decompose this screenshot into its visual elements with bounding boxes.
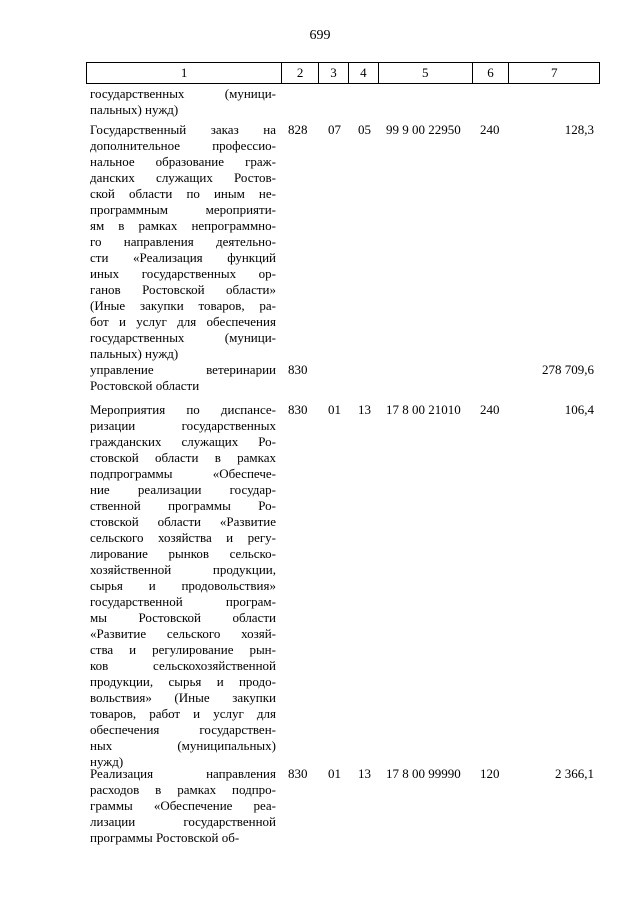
ministry-code: 830 (288, 766, 308, 781)
description-line: управление ветеринарии (90, 362, 276, 377)
target-article-code: 99 9 00 22950 (386, 122, 461, 137)
subsection-code: 13 (358, 766, 371, 781)
description-line: Мероприятия по диспансе- (90, 402, 276, 417)
page-number: 699 (309, 28, 331, 43)
description-line: расходов в рамках подпро- (90, 782, 276, 797)
description-line: программы Ростовской об- (90, 830, 240, 845)
description-line: Государственный заказ на (90, 122, 276, 137)
description-line: гражданских служащих Ро- (90, 434, 276, 449)
description-line: хозяйственной продукции, (90, 562, 276, 577)
description-line: мы Ростовской области (90, 610, 276, 625)
description-line: ризации государственных (90, 418, 276, 433)
description-line: продукции, сырья и продо- (90, 674, 276, 689)
description-line: ков сельскохозяйственной (90, 658, 276, 673)
description-line: государственных (муници- (90, 330, 276, 345)
row-description (90, 766, 276, 846)
description-line: ганов Ростовской области» (90, 282, 276, 297)
description-line: государственных (муници- (90, 86, 276, 101)
description-line: пальных) нужд) (90, 346, 179, 361)
expense-type-code: 240 (480, 402, 500, 417)
table-header (86, 62, 600, 84)
section-code: 01 (328, 402, 341, 417)
description-line: бот и услуг для обеспечения (90, 314, 276, 329)
amount: 128,3 (564, 122, 594, 137)
description-line: ственной программы Ро- (90, 498, 276, 513)
row-description (90, 402, 276, 770)
description-line: «Развитие сельского хозяй- (90, 626, 276, 641)
description-line: дополнительное профессио- (90, 138, 276, 153)
column-header-1: 1 (87, 63, 282, 83)
amount: 106,4 (564, 402, 594, 417)
column-header-6: 6 (473, 63, 510, 83)
column-header-4: 4 (349, 63, 379, 83)
description-line: нальное образование граж- (90, 154, 276, 169)
description-line: го направления деятельно- (90, 234, 276, 249)
amount: 2 366,1 (555, 766, 594, 781)
expense-type-code: 120 (480, 766, 500, 781)
description-line: стовской области в рамках (90, 450, 276, 465)
description-line: пальных) нужд) (90, 102, 179, 117)
description-line: ных (муниципальных) (90, 738, 276, 753)
description-line: государственной програм- (90, 594, 276, 609)
description-line: лирование рынков сельско- (90, 546, 276, 561)
description-line: ской области по иным не- (90, 186, 276, 201)
column-header-5: 5 (379, 63, 473, 83)
description-line: лизации государственной (90, 814, 276, 829)
ministry-code: 828 (288, 122, 308, 137)
section-code: 07 (328, 122, 341, 137)
row-description (90, 122, 276, 362)
description-line: иных государственных ор- (90, 266, 276, 281)
column-header-7: 7 (550, 65, 558, 80)
description-line: сельского хозяйства и регу- (90, 530, 276, 545)
description-line: сырья и продовольствия» (90, 578, 276, 593)
ministry-code: 830 (288, 402, 308, 417)
description-line: обеспечения государствен- (90, 722, 276, 737)
target-article-code: 17 8 00 21010 (386, 402, 461, 417)
description-line: стовской области «Развитие (90, 514, 276, 529)
column-header-2: 2 (282, 63, 319, 83)
description-line: ства и регулирование рын- (90, 642, 276, 657)
expense-type-code: 240 (480, 122, 500, 137)
description-line: данских служащих Ростов- (90, 170, 276, 185)
description-line: (Иные закупки товаров, ра- (90, 298, 276, 313)
description-line: Ростовской области (90, 378, 200, 393)
column-header-3: 3 (319, 63, 349, 83)
amount: 278 709,6 (542, 362, 594, 377)
row-description (90, 86, 276, 118)
ministry-code: 830 (288, 362, 308, 377)
description-line: вольствия» (Иные закупки (90, 690, 276, 705)
description-line: товаров, работ и услуг для (90, 706, 276, 721)
description-line: Реализация направления (90, 766, 276, 781)
subsection-code: 05 (358, 122, 371, 137)
description-line: подпрограммы «Обеспече- (90, 466, 276, 481)
target-article-code: 17 8 00 99990 (386, 766, 461, 781)
subsection-code: 13 (358, 402, 371, 417)
description-line: ние реализации государ- (90, 482, 276, 497)
description-line: ям в рамках непрограммно- (90, 218, 276, 233)
section-code: 01 (328, 766, 341, 781)
row-description (90, 362, 276, 394)
description-line: программным мероприяти- (90, 202, 276, 217)
description-line: нужд) (90, 754, 124, 769)
description-line: граммы «Обеспечение реа- (90, 798, 276, 813)
description-line: сти «Реализация функций (90, 250, 276, 265)
